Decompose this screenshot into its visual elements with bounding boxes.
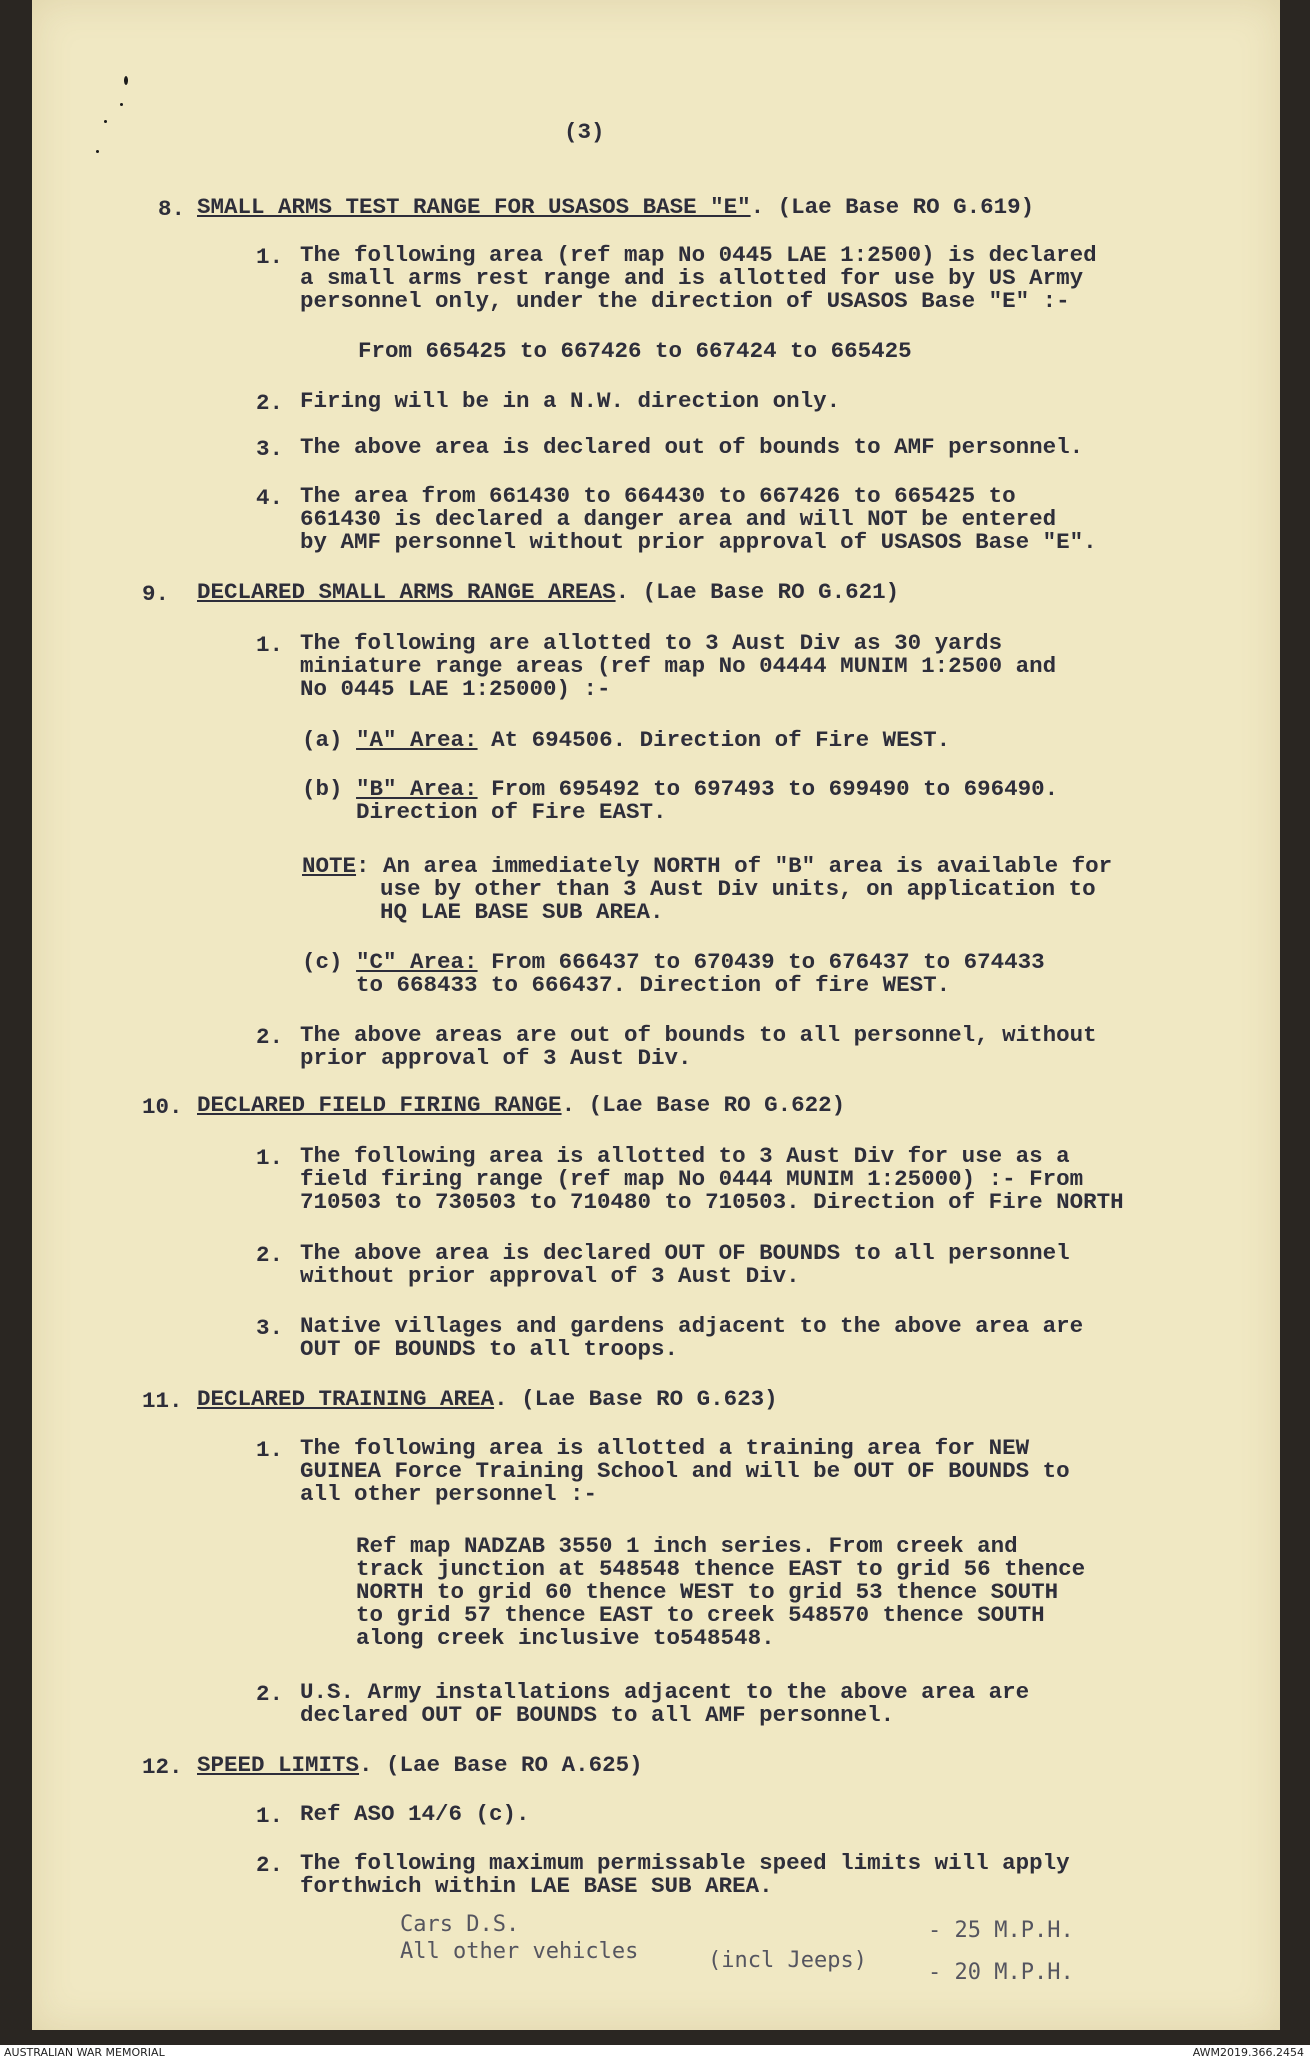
section-reference: . (Lae Base RO G.619)	[750, 194, 1035, 220]
paragraph-line: The following area is allotted to 3 Aust Div for use as a	[300, 1143, 1070, 1169]
paragraph-line: forthwich within LAE BASE SUB AREA.	[300, 1873, 773, 1899]
paragraph-line: The above areas are out of bounds to all personnel, without	[300, 1022, 1097, 1048]
paragraph-line: 710503 to 730503 to 710480 to 710503. Direction of Fire NORTH	[300, 1189, 1124, 1215]
section-heading-line	[197, 1388, 778, 1411]
paragraph-line: miniature range areas (ref map No 04444 MUNIM 1:2500 and	[300, 653, 1057, 679]
ink-mark	[96, 150, 99, 153]
paragraph-line: field firing range (ref map No 0444 MUNIM 1:25000) :- From	[300, 1166, 1084, 1192]
section-number: 10.	[142, 1094, 183, 1120]
paragraph-line: a small arms rest range and is allotted for use by US Army	[300, 265, 1084, 291]
section-heading: SPEED LIMITS	[197, 1752, 360, 1778]
paragraph-line: by AMF personnel without prior approval of USASOS Base "E".	[300, 529, 1097, 555]
sub-item-c	[302, 951, 1045, 974]
item-number: 4.	[256, 485, 284, 511]
paragraph-line: The following area is allotted a training area for NEW	[300, 1435, 1030, 1461]
speed-row-note: (incl Jeeps)	[708, 1948, 867, 1973]
section-heading-line	[197, 196, 1034, 219]
sub-item-b	[302, 778, 1058, 801]
sub-item-text: to 668433 to 666437. Direction of fire WEST.	[356, 972, 951, 998]
paragraph-line: personnel only, under the direction of USASOS Base "E" :-	[300, 288, 1070, 314]
section-heading: SMALL ARMS TEST RANGE FOR USASOS BASE "E"	[197, 194, 751, 220]
paragraph-line: Native villages and gardens adjacent to the above area are	[300, 1313, 1084, 1339]
speed-row-value: - 25 M.P.H.	[928, 1918, 1074, 1943]
paragraph-line: The following are allotted to 3 Aust Div as 30 yards	[300, 630, 1003, 656]
note-text: use by other than 3 Aust Div units, on application to	[380, 876, 1096, 902]
ink-mark	[104, 120, 107, 123]
item-number: 2.	[256, 1852, 284, 1878]
paragraph-line: Ref ASO 14/6 (c).	[300, 1801, 530, 1827]
area-label: "A" Area:	[356, 727, 478, 753]
paragraph-line: U.S. Army installations adjacent to the above area are	[300, 1679, 1030, 1705]
paragraph-line: 661430 is declared a danger area and will NOT be entered	[300, 506, 1057, 532]
area-label: "C" Area:	[356, 949, 478, 975]
section-heading: DECLARED SMALL ARMS RANGE AREAS	[197, 579, 616, 605]
item-number: 3.	[256, 436, 284, 462]
paragraph-line: The following maximum permissable speed limits will apply	[300, 1850, 1070, 1876]
section-reference: . (Lae Base RO G.621)	[615, 579, 900, 605]
section-number: 8.	[158, 196, 186, 222]
sub-item-marker: (b)	[302, 776, 343, 802]
note-text: : An area immediately NORTH of "B" area is available for	[356, 853, 1113, 879]
section-reference: . (Lae Base RO G.622)	[561, 1092, 846, 1118]
paragraph-line: GUINEA Force Training School and will be OUT OF BOUNDS to	[300, 1458, 1070, 1484]
indented-line: Ref map NADZAB 3550 1 inch series. From creek and	[356, 1533, 1018, 1559]
sub-item-text: From 695492 to 697493 to 699490 to 696490.	[491, 776, 1059, 802]
speed-row-label: All other vehicles	[400, 1939, 639, 1964]
speed-row-value: - 20 M.P.H.	[928, 1960, 1074, 1985]
item-number: 2.	[256, 1024, 284, 1050]
paragraph-line: The following area (ref map No 0445 LAE 1:2500) is declared	[300, 242, 1097, 268]
paragraph-line: declared OUT OF BOUNDS to all AMF personnel.	[300, 1702, 895, 1728]
section-number: 9.	[142, 581, 170, 607]
item-number: 3.	[256, 1315, 284, 1341]
note-line	[302, 855, 1112, 878]
paragraph-line: The area from 661430 to 664430 to 667426 to 665425 to	[300, 483, 1016, 509]
indented-line: track junction at 548548 thence EAST to grid 56 thence	[356, 1556, 1086, 1582]
ink-mark	[120, 103, 123, 106]
indented-line: along creek inclusive to548548.	[356, 1625, 775, 1651]
section-number: 11.	[142, 1388, 183, 1414]
grid-reference-line: From 665425 to 667426 to 667424 to 665425	[358, 338, 912, 364]
section-number: 12.	[142, 1754, 183, 1780]
indented-line: to grid 57 thence EAST to creek 548570 thence SOUTH	[356, 1602, 1045, 1628]
area-label: "B" Area:	[356, 776, 478, 802]
sub-item-text: From 666437 to 670439 to 676437 to 674433	[491, 949, 1045, 975]
section-heading-line	[197, 1094, 845, 1117]
paragraph-line: The above area is declared out of bounds to AMF personnel.	[300, 434, 1084, 460]
footer-accession: AWM2019.366.2454	[1192, 2046, 1304, 2059]
item-number: 1.	[256, 632, 284, 658]
footer-source: AUSTRALIAN WAR MEMORIAL	[4, 2046, 165, 2059]
sub-item-text: Direction of Fire EAST.	[356, 799, 667, 825]
sub-item-a	[302, 729, 950, 752]
section-reference: . (Lae Base RO A.625)	[359, 1752, 643, 1778]
item-number: 1.	[256, 244, 284, 270]
note-label: NOTE	[302, 853, 357, 879]
section-heading: DECLARED TRAINING AREA	[197, 1386, 495, 1412]
speed-row-label: Cars D.S.	[400, 1912, 520, 1937]
sub-item-marker: (c)	[302, 949, 343, 975]
paragraph-line: OUT OF BOUNDS to all troops.	[300, 1336, 679, 1362]
section-reference: . (Lae Base RO G.623)	[494, 1386, 778, 1412]
paragraph-line: Firing will be in a N.W. direction only.	[300, 388, 841, 414]
item-number: 1.	[256, 1437, 284, 1463]
paragraph-line: No 0445 LAE 1:25000) :-	[300, 676, 611, 702]
item-number: 2.	[256, 390, 284, 416]
paragraph-line: without prior approval of 3 Aust Div.	[300, 1263, 800, 1289]
section-heading-line	[197, 581, 899, 604]
sub-item-text: At 694506. Direction of Fire WEST.	[491, 727, 951, 753]
section-heading-line	[197, 1754, 643, 1777]
paragraph-line: prior approval of 3 Aust Div.	[300, 1045, 692, 1071]
item-number: 1.	[256, 1145, 284, 1171]
page-number: (3)	[564, 119, 605, 145]
item-number: 1.	[256, 1803, 284, 1829]
indented-line: NORTH to grid 60 thence WEST to grid 53 thence SOUTH	[356, 1579, 1059, 1605]
paragraph-line: all other personnel :-	[300, 1481, 598, 1507]
paragraph-line: The above area is declared OUT OF BOUNDS to all personnel	[300, 1240, 1070, 1266]
item-number: 2.	[256, 1681, 284, 1707]
section-heading: DECLARED FIELD FIRING RANGE	[197, 1092, 562, 1118]
ink-mark	[124, 76, 128, 85]
note-text: HQ LAE BASE SUB AREA.	[380, 899, 664, 925]
sub-item-marker: (a)	[302, 727, 343, 753]
archive-footer	[0, 2045, 1310, 2061]
item-number: 2.	[256, 1242, 284, 1268]
